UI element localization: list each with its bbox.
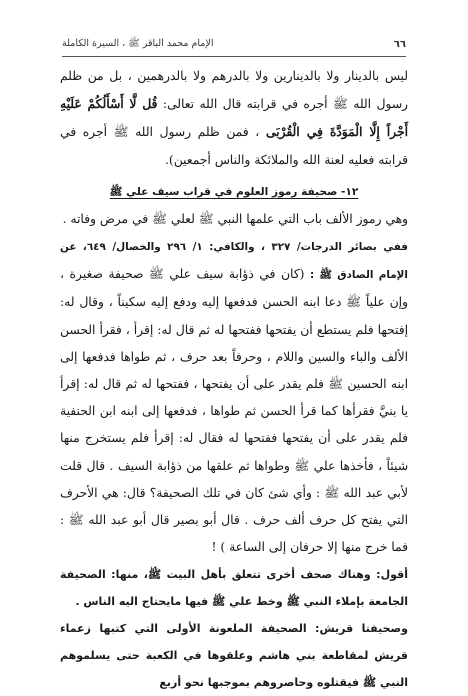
header-divider xyxy=(62,56,406,57)
page-number: ٦٦ xyxy=(393,38,406,50)
quraysh-text: وصحيفتا قريش: الصحيفة الملعونة الأولى التي كتبها زعماء قريش لمقاطعة بني هاشم وعلقوها في الكعبة حتى يسلموهم النبي ﷺ فيقتلوه وحاصروهم بموجبها نحو أربع xyxy=(60,622,408,690)
paragraph-narration xyxy=(60,233,408,561)
running-title: الإمام محمد الباقر ﷺ ، السيرة الكاملة xyxy=(62,38,214,49)
paragraph-intro xyxy=(60,63,408,174)
paragraph-intro-text: ليس بالدينار ولا بالدينارين ولا بالدرهم ولا بالدرهمين ، بل من ظلم رسول الله ﷺ أجره في قرابته قال الله تعالى: xyxy=(60,69,408,112)
section-heading: ١٢- صحيفة رموز العلوم في قراب سيف علي ﷺ xyxy=(109,185,359,198)
paragraph-note xyxy=(60,561,408,615)
running-header xyxy=(62,36,406,52)
paragraph-quraysh xyxy=(60,615,408,696)
paragraph-intro-end: ، فمن ظلم رسول الله ﷺ أجره في قرابته فعليه لعنة الله والملائكة والناس أجمعين). xyxy=(60,125,408,167)
narration-source: ففي بصائر الدرجات/ ٣٢٧ ، والكافي: ١/ ٢٩٦ والخصال/ ٦٤٩، عن الإمام الصادق ﷺ : xyxy=(60,241,408,282)
narration-text: (كان في ذؤابة سيف علي ﷺ صحيفة صغيرة ، وإن علياً ﷺ دعا ابنه الحسن فدفعها إليه ودفع إليه سكيناً ، وقال له: إفتحها فلم يستطع أن يفتحها ففتحها له ثم قال له: إقرأ ، فقرأ الحسن الألف والباء والسين واللام ، وحرفاً بعد حرف ، ثم طواها فدفعها إلى ابنه الحسين ﷺ فلم يقدر على أن يفتحها ، ففتحها له ثم قال له: إقرأ يا بنيَّ فقرأها كما قرأ الحسن ثم طواها ، فدفعها إلى ابنه ابن الحنفية فلم يقدر على أن يفتحها ففتحها له فقال له: إقرأ فلم يستخرج منها شيئاً ، فأخذها علي ﷺ وطواها ثم علقها من ذؤابة السيف . قال قلت لأبي عبد الله ﷺ : وأي شئ كان في تلك الصحيفة؟ قال: هي الأحرف التي يفتح كل حرف ألف حرف . قال أبو بصير قال أبو عبد الله ﷺ : فما خرج منها إلا حرفان إلى الساعة ) ! xyxy=(60,267,408,555)
body-text xyxy=(60,63,408,696)
quran-quote: قُل لَّا أَسْأَلُكُمْ عَلَيْهِ أَجْراً إِلَّا الْمَوَدَّةَ فِي الْقُرْبَى xyxy=(60,96,408,140)
note-text: أقول: وهناك صحف أخرى تتعلق بأهل البيت ﷺ، منها: الصحيفة الجامعة بإملاء النبي ﷺ وخط علي ﷺ فيها مايحتاج اليه الناس . xyxy=(60,568,408,609)
paragraph-symbols: وهي رموز الألف باب التي علمها النبي ﷺ لعلي ﷺ في مرض وفاته . xyxy=(62,211,408,226)
